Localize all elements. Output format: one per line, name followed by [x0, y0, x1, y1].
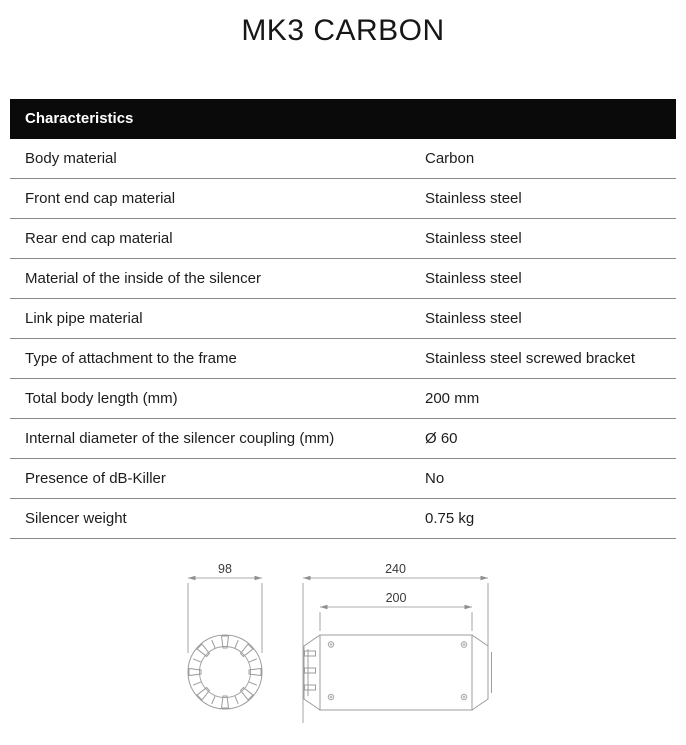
row-label: Internal diameter of the silencer coupling (mm) — [25, 430, 335, 447]
row-value: Carbon — [425, 150, 475, 167]
table-row — [10, 259, 676, 299]
row-value: Stainless steel screwed bracket — [425, 350, 636, 367]
table-row — [10, 339, 676, 379]
table-row — [10, 379, 676, 419]
row-label: Material of the inside of the silencer — [25, 270, 261, 287]
left-end-cap — [304, 635, 320, 710]
table-header: Characteristics — [10, 99, 676, 139]
row-value: 0.75 kg — [425, 510, 475, 527]
row-value: No — [425, 470, 445, 487]
row-label: Body material — [25, 150, 117, 167]
table-row — [10, 219, 676, 259]
row-label: Presence of dB-Killer — [25, 470, 166, 487]
row-value: Stainless steel — [425, 270, 522, 287]
row-value: Stainless steel — [425, 310, 522, 327]
body-screws — [328, 642, 467, 700]
row-value: 200 mm — [425, 390, 480, 407]
dimension-200-label: 200 — [385, 591, 407, 605]
dimension-200 — [320, 591, 472, 631]
row-value: Ø 60 — [425, 430, 458, 447]
table-row — [10, 179, 676, 219]
characteristics-table — [10, 99, 676, 539]
table-row — [10, 499, 676, 539]
row-label: Type of attachment to the frame — [25, 350, 237, 367]
row-value: Stainless steel — [425, 230, 522, 247]
dimension-98-label: 98 — [218, 562, 232, 576]
table-row — [10, 139, 676, 179]
row-label: Silencer weight — [25, 510, 127, 527]
row-value: Stainless steel — [425, 190, 522, 207]
table-row — [10, 299, 676, 339]
row-label: Link pipe material — [25, 310, 143, 327]
right-end-cap — [472, 635, 492, 710]
dimension-98 — [188, 562, 262, 653]
row-label: Rear end cap material — [25, 230, 173, 247]
table-row — [10, 459, 676, 499]
silencer-body — [320, 635, 472, 710]
dimension-240-label: 240 — [385, 562, 406, 576]
technical-drawing — [0, 545, 686, 745]
row-label: Front end cap material — [25, 190, 176, 207]
end-view-drawing — [188, 562, 262, 709]
page-title: MK3 CARBON — [241, 14, 445, 47]
row-label: Total body length (mm) — [25, 390, 178, 407]
table-row — [10, 419, 676, 459]
side-view-drawing — [303, 562, 492, 723]
mesh-face — [200, 647, 251, 698]
